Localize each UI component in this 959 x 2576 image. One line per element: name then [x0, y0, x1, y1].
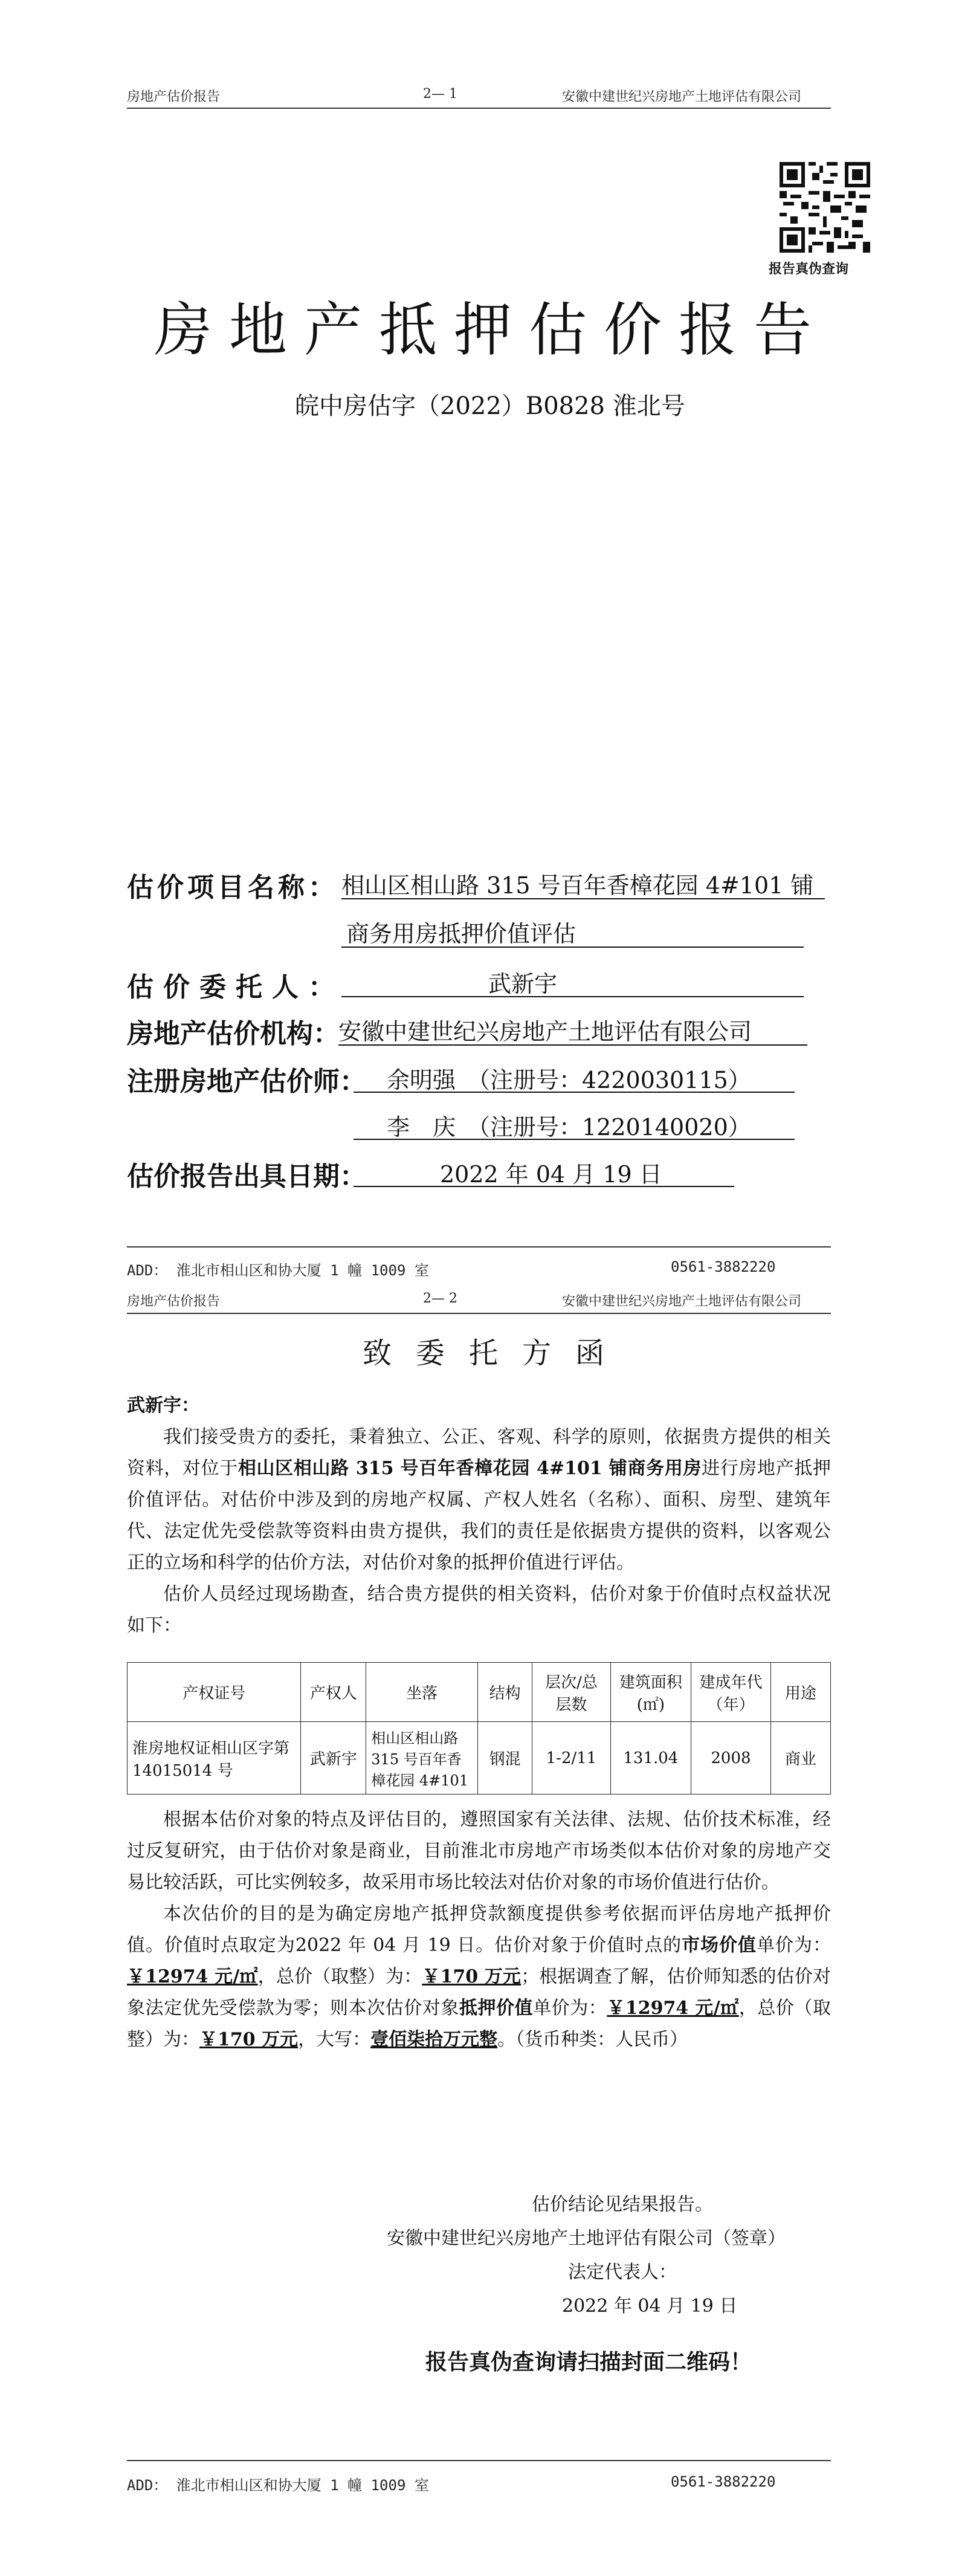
- date-value: 2022 年 04 月 19 日: [440, 1161, 662, 1188]
- table-header-cell: 结构: [478, 1663, 532, 1722]
- table-header-cell: 建筑面积(㎡): [610, 1663, 691, 1722]
- page1-footer-rule: [127, 1246, 831, 1248]
- verify-note: 报告真伪查询请扫描封面二维码！: [425, 2349, 752, 2375]
- paragraph-4: 本次估价的目的是为确定房地产抵押贷款额度提供参考依据而评估房地产抵押价值。价值时点取定为2022 年 04 月 19 日。估价对象于价值时点的市场价值单价为：￥12974 元/㎡，总价（取整）为：￥170 万元；根据调查了解，估价师知悉的估价对象法定优先受偿款为零；则本次估价对象抵押价值单价为：￥12974 元/㎡，总价（取整）为：￥170 万元，大写：壹佰柒拾万元整。（货币种类：人民币）: [127, 1903, 831, 2050]
- table-cell: 2008: [691, 1722, 771, 1794]
- qr-caption: 报告真伪查询: [769, 261, 849, 277]
- table-cell: 相山区相山路 315 号百年香樟花园 4#101: [366, 1722, 478, 1794]
- table-header-cell: 用途: [770, 1663, 830, 1722]
- letter-body: [127, 1390, 831, 1642]
- table-header-cell: 坐落: [366, 1663, 478, 1722]
- appraiser-1: 余明强 （注册号：4220030115）: [387, 1067, 751, 1093]
- letter-title: 致委托方函: [363, 1336, 629, 1370]
- project-label: 估价项目名称：: [127, 872, 338, 903]
- report-number: 皖中房估字（2022）B0828 淮北号: [295, 392, 685, 420]
- client-underline: [341, 996, 804, 997]
- signing-date: 2022 年 04 月 19 日: [562, 2296, 738, 2317]
- property-table: [127, 1662, 831, 1794]
- table-cell: 1-2/11: [532, 1722, 610, 1794]
- page1-footer-phone: 0561-3882220: [671, 1258, 776, 1275]
- table-cell: 武新宇: [301, 1722, 366, 1794]
- date-underline: [354, 1186, 734, 1187]
- page1-header-page-number: 2— 1: [423, 86, 457, 102]
- legal-representative: 法定代表人：: [568, 2262, 677, 2283]
- paragraph-3: 根据本估价对象的特点及评估目的，遵照国家有关法律、法规、估价技术标准，经过反复研究，由于估价对象是商业，目前淮北市房地产市场类似本估价对象的房地产交易比较活跃，可比实例较多，故采用市场比较法对估价对象的市场价值进行估价。: [127, 1809, 831, 1893]
- table-cell: 钢混: [478, 1722, 532, 1794]
- page2-header-left: 房地产估价报告: [127, 1294, 221, 1309]
- page1-header-rule: [127, 108, 831, 109]
- salutation: 武新宇：: [127, 1395, 199, 1416]
- org-value: 安徽中建世纪兴房地产土地评估有限公司: [338, 1018, 752, 1045]
- client-label: 估价委托人：: [127, 972, 344, 1003]
- client-value: 武新宇: [488, 971, 558, 997]
- table-header-cell: 建成年代（年）: [691, 1663, 771, 1722]
- signing-company: 安徽中建世纪兴房地产土地评估有限公司（签章）: [387, 2228, 786, 2249]
- table-cell: 商业: [770, 1722, 830, 1794]
- page2-footer-rule: [127, 2460, 831, 2461]
- page1-header-company: 安徽中建世纪兴房地产土地评估有限公司: [562, 89, 802, 105]
- signature-block: [387, 2188, 822, 2323]
- org-underline: [338, 1044, 807, 1046]
- page2-header-rule: [127, 1313, 831, 1314]
- appraiser-2: 李 庆 （注册号：1220140020）: [387, 1114, 751, 1141]
- qr-code-icon[interactable]: [780, 162, 870, 253]
- project-value-line1: 相山区相山路 315 号百年香樟花园 4#101 铺: [341, 872, 814, 899]
- table-cell: 淮房地权证相山区字第 14015014 号: [128, 1722, 301, 1794]
- page1-footer-address: ADD： 淮北市相山区和协大厦 1 幢 1009 室: [127, 1262, 429, 1279]
- date-label: 估价报告出具日期：: [127, 1161, 366, 1192]
- table-header-cell: 产权人: [301, 1663, 366, 1722]
- table-row: [128, 1722, 831, 1794]
- project-value-line2: 商务用房抵押价值评估: [346, 921, 576, 947]
- paragraph-2: 估价人员经过现场勘查，结合贵方提供的相关资料，估价对象于价值时点权益状况如下：: [127, 1584, 831, 1636]
- appraiser-2-underline: [354, 1139, 795, 1140]
- table-header-row: [128, 1663, 831, 1722]
- page2-footer-phone: 0561-3882220: [671, 2473, 776, 2490]
- project-underline-2: [341, 947, 804, 948]
- page2-header-page-number: 2— 2: [423, 1291, 457, 1306]
- page1-header-left: 房地产估价报告: [127, 89, 221, 105]
- appraiser-label: 注册房地产估价师：: [127, 1066, 366, 1097]
- page2-header-company: 安徽中建世纪兴房地产土地评估有限公司: [562, 1294, 802, 1309]
- letter-body-2: [127, 1804, 831, 2056]
- table-cell: 131.04: [610, 1722, 691, 1794]
- org-label: 房地产估价机构：: [127, 1018, 340, 1049]
- project-underline-1: [341, 898, 825, 899]
- table-header-cell: 产权证号: [128, 1663, 301, 1722]
- appraiser-1-underline: [354, 1092, 795, 1093]
- page2-footer-address: ADD： 淮北市相山区和协大厦 1 幢 1009 室: [127, 2477, 429, 2494]
- paragraph-1: 我们接受贵方的委托，秉着独立、公正、客观、科学的原则，依据贵方提供的相关资料，对位于相山区相山路 315 号百年香樟花园 4#101 铺商务用房进行房地产抵押价值评估。对估价中涉及到的房地产权属、产权人姓名（名称）、面积、房型、建筑年代、法定优先受偿款等资料由贵方提供，我们的责任是依据贵方提供的资料，以客观公正的立场和科学的估价方法，对估价对象的抵押价值进行评估。: [127, 1426, 831, 1573]
- cover-title: 房地产抵押估价报告: [154, 296, 828, 364]
- table-header-cell: 层次/总层数: [532, 1663, 610, 1722]
- conclusion-note: 估价结论见结果报告。: [532, 2194, 713, 2215]
